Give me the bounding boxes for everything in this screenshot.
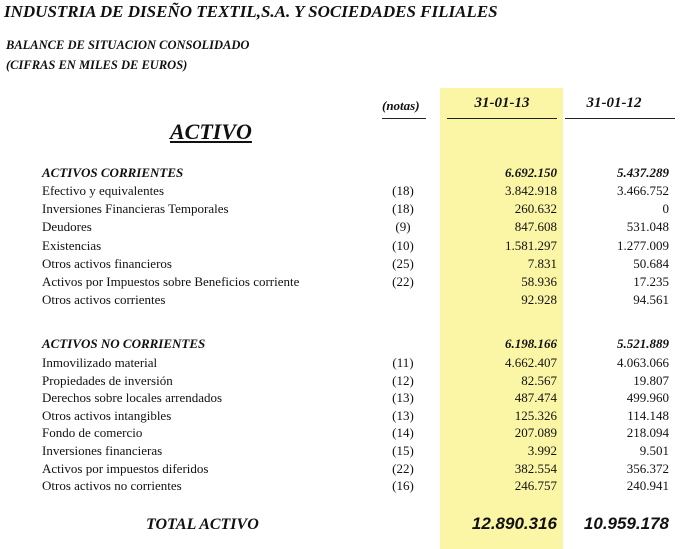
row-note: (16) (392, 478, 414, 494)
row-note: (13) (392, 407, 414, 423)
row-label: Otros activos financieros (42, 255, 172, 271)
company-title: INDUSTRIA DE DISEÑO TEXTIL,S.A. Y SOCIEDADES FILIALES (4, 2, 498, 21)
units-note: (CIFRAS EN MILES DE EUROS) (6, 58, 188, 72)
row-note: (13) (392, 390, 414, 406)
row-value-current: 382.554 (514, 460, 557, 476)
total-assets-previous: 10.959.178 (583, 514, 669, 533)
table-row (0, 201, 695, 219)
row-value-current: 487.474 (514, 390, 557, 406)
row-note: (22) (392, 274, 414, 289)
row-label: Otros activos no corrientes (42, 478, 182, 494)
row-label: Inversiones financieras (42, 443, 163, 458)
notes-header-rule (382, 118, 426, 119)
row-label: Propiedades de inversión (42, 372, 173, 388)
current-assets-total-current: 6.692.150 (505, 165, 557, 180)
row-label: Deudores (42, 219, 92, 235)
row-value-previous: 0 (662, 201, 669, 217)
table-row (0, 425, 695, 443)
row-label: Otros activos corrientes (42, 292, 166, 308)
table-row (0, 256, 695, 274)
current-period-header: 31-01-13 (474, 95, 530, 111)
current-assets-title: ACTIVOS CORRIENTES (42, 165, 184, 180)
row-value-current: 847.608 (514, 219, 557, 235)
row-value-current: 4.662.407 (505, 355, 557, 370)
row-value-current: 7.831 (527, 255, 557, 271)
row-value-current: 82.567 (521, 372, 557, 388)
row-value-current: 246.757 (514, 478, 557, 494)
row-value-previous: 114.148 (627, 407, 669, 423)
row-label: Derechos sobre locales arrendados (42, 390, 223, 406)
table-row (0, 238, 695, 256)
row-value-previous: 17.235 (633, 274, 669, 289)
current-assets-header-row (0, 165, 695, 183)
row-note: (22) (392, 460, 414, 476)
row-value-current: 58.936 (521, 274, 557, 289)
table-row (0, 443, 695, 461)
non-current-assets-total-previous: 5.521.889 (617, 336, 669, 351)
row-label: Fondo de comercio (42, 425, 143, 441)
row-label: Inmovilizado material (42, 355, 158, 370)
table-row (0, 219, 695, 237)
row-value-previous: 240.941 (626, 478, 669, 494)
table-row (0, 461, 695, 479)
row-note: (14) (392, 425, 414, 441)
row-value-previous: 531.048 (626, 219, 669, 235)
previous-header-rule (565, 118, 675, 119)
previous-period-header: 31-01-12 (586, 95, 642, 111)
row-label: Efectivo y equivalentes (42, 183, 165, 198)
row-value-previous: 94.561 (633, 292, 669, 308)
row-label: Inversiones Financieras Temporales (42, 201, 229, 217)
non-current-assets-total-current: 6.198.166 (505, 336, 557, 351)
row-note: (10) (392, 237, 414, 253)
table-row (0, 274, 695, 292)
row-value-previous: 19.807 (633, 372, 669, 388)
row-value-current: 125.326 (514, 407, 557, 423)
row-value-current: 207.089 (514, 425, 557, 441)
row-label: Otros activos intangibles (42, 407, 172, 423)
row-value-previous: 356.372 (626, 460, 669, 476)
row-value-current: 3.992 (527, 443, 557, 458)
row-note: (18) (392, 201, 414, 217)
notes-column-header: (notas) (382, 98, 420, 113)
table-row (0, 373, 695, 391)
table-row (0, 292, 695, 310)
row-value-previous: 1.277.009 (617, 237, 669, 253)
row-note: (25) (392, 255, 414, 271)
section-title: ACTIVO (170, 119, 252, 144)
row-note: (9) (395, 219, 411, 235)
row-value-current: 92.928 (521, 292, 557, 308)
table-row (0, 183, 695, 201)
row-note: (15) (392, 443, 414, 458)
row-note: (12) (392, 372, 414, 388)
table-row (0, 478, 695, 496)
non-current-assets-title: ACTIVOS NO CORRIENTES (42, 336, 206, 351)
row-value-current: 260.632 (514, 201, 557, 217)
non-current-assets-header-row (0, 336, 695, 354)
table-row (0, 355, 695, 373)
current-assets-total-previous: 5.437.289 (617, 165, 669, 180)
row-label: Activos por Impuestos sobre Beneficios corriente (42, 274, 300, 289)
row-note: (11) (392, 355, 414, 370)
row-label: Activos por impuestos diferidos (42, 460, 209, 476)
row-value-previous: 4.063.066 (617, 355, 669, 370)
table-row (0, 390, 695, 408)
report-title: BALANCE DE SITUACION CONSOLIDADO (6, 38, 250, 52)
row-value-previous: 499.960 (626, 390, 669, 406)
total-assets-label: TOTAL ACTIVO (146, 516, 259, 533)
current-header-rule (447, 118, 557, 119)
row-note: (18) (392, 183, 414, 198)
table-row (0, 408, 695, 426)
row-label: Existencias (42, 237, 102, 253)
row-value-previous: 9.501 (639, 443, 669, 458)
row-value-current: 3.842.918 (505, 183, 557, 198)
row-value-previous: 218.094 (626, 425, 669, 441)
total-assets-current: 12.890.316 (471, 514, 557, 533)
row-value-current: 1.581.297 (505, 237, 557, 253)
row-value-previous: 50.684 (633, 255, 669, 271)
row-value-previous: 3.466.752 (617, 183, 669, 198)
